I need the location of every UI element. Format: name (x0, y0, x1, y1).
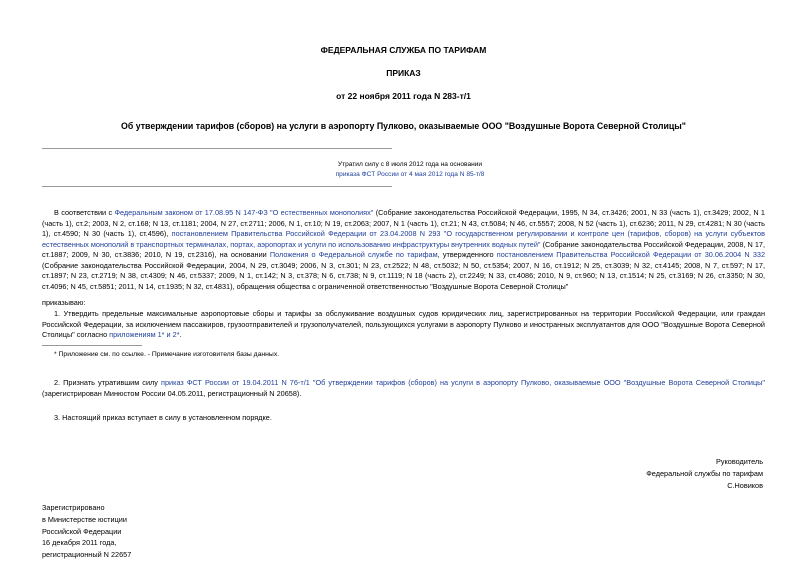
preamble-text-3: (Собрание законодательства Российской Федерации, 2008, N 17, ст.1887; 2009, N 30, ст.3836; 2010, N 19, ст.2316), на основании (42, 239, 765, 259)
item-3-text: 3. Настоящий приказ вступает в силу в установленном порядке. (54, 413, 272, 422)
registration-line-2: в Министерстве юстиции (42, 514, 127, 524)
registration-line-1: Зарегистрировано (42, 503, 105, 512)
divider-bottom (42, 186, 392, 187)
document-title: Об утверждении тарифов (сборов) на услуги в аэропорту Пулково, оказываемые ООО "Воздушные Ворота Северной Столицы" (121, 121, 686, 131)
order-76-link[interactable]: приказ ФСТ России от 19.04.2011 N 76-т/1 "Об утверждении тарифов (сборов) на услуги в аэропорту Пулково, оказываемые ООО "Воздушные Ворота Северной Столицы" (161, 378, 766, 387)
footnote-text: * Приложение см. по ссылке. - Примечание изготовителя базы данных. (54, 351, 280, 358)
resolution-293-link[interactable]: постановлением Правительства Российской Федерации от 23.04.2008 N 293 "О государственном регулировании и контроле цен (тарифов, сборов) на услуги субъектов естественных монополий в транспортных терминалах, портах, аэропортах и услуги по использованию инфраструктуры внутренних водных путей" (42, 229, 765, 249)
status-note (200, 160, 620, 179)
preamble-text-1: В соответствии с (54, 208, 115, 217)
status-note-text: Утратил силу с 8 июля 2012 года на основании (337, 161, 483, 168)
signature-name: С.Новиков (727, 480, 763, 490)
registration-line-4: 16 декабря 2011 года, (42, 538, 117, 548)
registration-line-3: Российской Федерации (42, 526, 122, 536)
preamble-text-5: (Собрание законодательства Российской Федерации, 2004, N 29, ст.3049; 2006, N 3, ст.301; N 23, ст.2522; N 48, ст.5032; N 50, ст.5354; 2007, N 16, ст.1912; N 25, ст.3039; N 32, ст.4145; 2008, N 7, ст.597; N 17, ст.1897; N 23, ст.2719; N 38, ст.4309; N 46, ст.5337; 2009, N 1, ст.142; N 3, ст.378; N 6, ст.738; N 9, ст.1119; N 18 (часть 2), ст.2249; N 33, ст.4086; 2010, N 9, ст.960; N 13, ст.1514; N 25, ст.3169; N 26, ст.3350; N 30, ст.4096; N 45, ст.5851; 2011, N 14, ст.1935; N 32, ст.4831), обращения общества с ограниченной ответственностью "Воздушные Ворота Северной Столицы" (42, 260, 765, 291)
order-word: приказываю: (42, 298, 86, 307)
item-1-paragraph (42, 309, 765, 341)
item-2-paragraph (42, 378, 765, 399)
item-1-end: . (179, 330, 182, 339)
fst-regulation-link[interactable]: Положения о Федеральной службе по тарифам (269, 250, 438, 259)
item-2-text-2: (зарегистрирован Минюстом России 04.05.2011, регистрационный N 20658). (42, 388, 302, 398)
status-note-link[interactable]: приказа ФСТ России от 4 мая 2012 года N 85-т/8 (335, 170, 485, 178)
preamble-text-2: (Собрание законодательства Российской Федерации, 1995, N 34, ст.3426; 2001, N 33 (часть 1), ст.3429; 2002, N 1 (часть 1), ст.2; 2003, N 2, ст.168; N 13, ст.1181; 2004, N 27, ст.2711; 2006, N 1, ст.10; N 19, ст.2063; 2007, N 1 (часть 1), ст.21; N 43, ст.5084; N 46, ст.5557; 2008, N 52 (часть 1), ст.6236; 2011, N 29, ст.4281; N 30 (часть 1), ст.4590; N 30 (часть 1), ст.4596), (42, 208, 765, 238)
footnote (42, 350, 765, 361)
doc-type-heading: ПРИКАЗ (386, 68, 421, 78)
registration-block (42, 502, 131, 561)
item-2-text-1: 2. Признать утратившим силу (54, 378, 162, 387)
preamble-paragraph (42, 208, 765, 292)
registration-line-5: регистрационный N 22657 (42, 550, 132, 560)
law-147-link[interactable]: Федеральным законом от 17.08.95 N 147-ФЗ "О естественных монополиях" (114, 208, 374, 217)
item-3-paragraph (42, 413, 765, 424)
signature-agency: Федеральной службы по тарифам (646, 468, 763, 478)
footnote-divider (42, 345, 142, 346)
signature-position: Руководитель (715, 457, 763, 466)
date-number-heading: от 22 ноября 2011 года N 283-т/1 (336, 91, 471, 101)
item-1-text: 1. Утвердить предельные максимальные аэропортовые сборы и тарифы за обслуживание воздушных судов юридических лиц, зарегистрированных на территории Российской Федерации, или граждан Российской Федерации, за исключением пассажиров, грузоотправителей и грузополучателей, пользующихся услугами в аэропорту Пулково и иностранных эксплуатантов для ООО "Воздушные Ворота Северной Столицы" согласно (42, 309, 765, 339)
divider-top (42, 148, 392, 149)
signature-block (646, 456, 763, 491)
appendices-link[interactable]: приложениям 1* и 2* (109, 330, 180, 339)
agency-heading: ФЕДЕРАЛЬНАЯ СЛУЖБА ПО ТАРИФАМ (320, 45, 487, 55)
resolution-332-link[interactable]: постановлением Правительства Российской Федерации от 30.06.2004 N 332 (496, 250, 766, 259)
preamble-text-4: , утвержденного (437, 250, 497, 259)
